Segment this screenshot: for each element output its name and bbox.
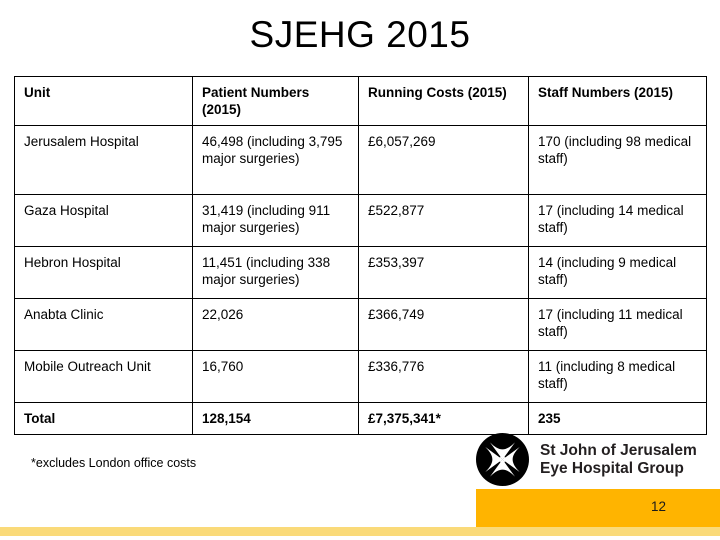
cell-unit: Hebron Hospital <box>15 247 193 299</box>
table-row <box>15 126 707 195</box>
cell-patients-total: 128,154 <box>193 403 359 435</box>
cell-unit-total: Total <box>15 403 193 435</box>
cell-patients: 16,760 <box>193 351 359 403</box>
cell-patients: 22,026 <box>193 299 359 351</box>
cell-patients: 46,498 (including 3,795 major surgeries) <box>193 126 359 195</box>
cell-costs: £522,877 <box>359 195 529 247</box>
cell-staff: 11 (including 8 medical staff) <box>529 351 707 403</box>
cell-costs: £6,057,269 <box>359 126 529 195</box>
page-title: SJEHG 2015 <box>249 14 471 55</box>
cell-staff: 14 (including 9 medical staff) <box>529 247 707 299</box>
table-total-row <box>15 403 707 435</box>
cell-staff-total: 235 <box>529 403 707 435</box>
column-header-running-costs: Running Costs (2015) <box>359 77 529 126</box>
cell-patients: 31,419 (including 911 major surgeries) <box>193 195 359 247</box>
logo-line-1: St John of Jerusalem <box>540 442 697 459</box>
footnote-text: *excludes London office costs <box>31 456 197 470</box>
cell-unit: Jerusalem Hospital <box>15 126 193 195</box>
table-row <box>15 247 707 299</box>
table-row <box>15 351 707 403</box>
cell-patients: 11,451 (including 338 major surgeries) <box>193 247 359 299</box>
organisation-logo <box>476 433 697 486</box>
page-number: 12 <box>650 499 666 514</box>
column-header-patient-numbers: Patient Numbers (2015) <box>193 77 359 126</box>
cell-costs-total: £7,375,341* <box>359 403 529 435</box>
cell-costs: £353,397 <box>359 247 529 299</box>
cell-unit: Gaza Hospital <box>15 195 193 247</box>
cell-unit: Anabta Clinic <box>15 299 193 351</box>
table-row <box>15 195 707 247</box>
table-header-row <box>15 77 707 126</box>
statistics-table <box>14 76 707 435</box>
cell-staff: 17 (including 11 medical staff) <box>529 299 707 351</box>
logo-wordmark <box>540 442 697 477</box>
cell-staff: 170 (including 98 medical staff) <box>529 126 707 195</box>
table-row <box>15 299 707 351</box>
maltese-cross-icon <box>476 433 529 486</box>
cell-costs: £366,749 <box>359 299 529 351</box>
page-number-banner <box>476 489 720 527</box>
cell-costs: £336,776 <box>359 351 529 403</box>
bottom-accent-strip <box>0 527 720 536</box>
logo-line-2: Eye Hospital Group <box>540 459 684 477</box>
column-header-staff-numbers: Staff Numbers (2015) <box>529 77 707 126</box>
cell-staff: 17 (including 14 medical staff) <box>529 195 707 247</box>
column-header-unit: Unit <box>15 77 193 126</box>
cell-unit: Mobile Outreach Unit <box>15 351 193 403</box>
